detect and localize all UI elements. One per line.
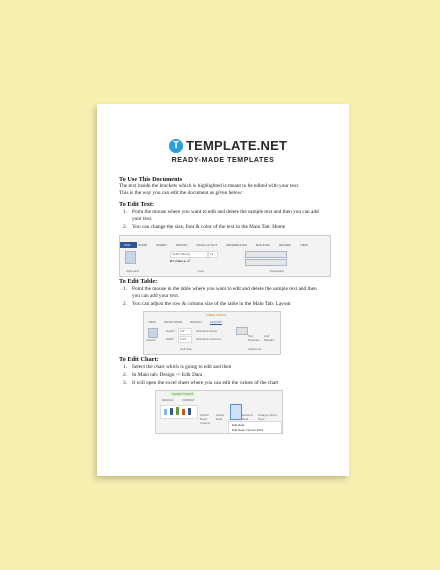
document-page (97, 104, 349, 476)
autofit-icon (148, 328, 158, 338)
file-tab-label: FILE (124, 243, 131, 247)
change-chart-type: Change Chart Type (258, 413, 277, 421)
align-grid-icon (236, 327, 248, 335)
format-buttons: B I U abc x₂ x² (170, 259, 191, 263)
width-input (178, 336, 192, 343)
select-data: Select Data (216, 413, 225, 421)
chart-tools-label: CHART TOOLS (172, 392, 194, 396)
cell-size-group: Cell Size (180, 347, 192, 351)
alignment-group: Alignment (248, 347, 262, 351)
list-item: 2. In Main tab: Design -> Edit Data (123, 372, 203, 378)
group-font: Font (198, 269, 205, 273)
font-box (170, 251, 208, 258)
text-direction: Text Direction (248, 334, 260, 342)
table-ribbon-screenshot (143, 311, 281, 355)
tab-developer: DEVELOPER (164, 320, 183, 324)
edit-data-menu (228, 421, 282, 434)
tab-view: VIEW (148, 320, 156, 324)
width-value: 0.26" (180, 337, 187, 341)
group-clipboard: Clipboard (126, 269, 139, 273)
tab-page-layout: PAGE LAYOUT (196, 243, 218, 247)
logo-text: TEMPLATE.NET (186, 138, 288, 153)
chart-style-bar (182, 409, 185, 415)
word-ribbon-screenshot (119, 235, 331, 277)
tab-design: DESIGN (175, 243, 188, 247)
menu-edit-data: Edit Data (232, 423, 245, 427)
tab-mailings: MAILINGS (255, 243, 271, 247)
list-item: 1. Point the mouse in the table where you want to edit and delete the sample text and then you can add your text. (123, 286, 317, 300)
tab-design: DESIGN (190, 320, 202, 324)
chart-style-bar (188, 408, 191, 415)
width-label: Width (166, 337, 174, 341)
refresh-data: Refresh Data (242, 413, 253, 421)
chart-style-bar (170, 408, 173, 415)
tab-home: HOME (138, 243, 147, 247)
list-item: 2. You can change the size, font & color of the text in the Main Tab: Home (123, 224, 286, 230)
height-value: 0.8" (180, 329, 186, 333)
use-line-2: This is the way you can edit the document as given below: (119, 190, 244, 196)
size-box (208, 251, 218, 258)
tab-format: FORMAT (182, 398, 195, 402)
heading-use: To Use This Documents (119, 176, 183, 183)
group-paragraph: Paragraph (270, 269, 285, 273)
list-item: 2. You can adjust the row & column size of the table in the Main Tab: Layout (123, 301, 291, 307)
subtitle: READY-MADE TEMPLATES (171, 157, 275, 164)
tab-insert: INSERT (156, 243, 167, 247)
edit-data-button (230, 404, 242, 420)
paragraph-icons (245, 251, 287, 258)
height-input (178, 328, 192, 335)
chart-style-bar (164, 409, 167, 415)
distribute-rows: Distribute Rows (196, 329, 218, 333)
ribbon-tabs (138, 242, 330, 248)
list-item: 3. It will open the excel sheet where you can edit the values of the chart (123, 380, 279, 386)
list-item: 1. Point the mouse where you want to edit and delete the sample text and then you can add your text. (123, 209, 319, 223)
chart-style-bar (176, 407, 179, 415)
cell-margins: Cell Margins (264, 334, 275, 342)
size-value: 11 (210, 252, 214, 256)
tab-design: DESIGN (162, 398, 174, 402)
heading-edit-chart: To Edit Chart: (119, 356, 159, 363)
chart-ribbon-screenshot (155, 390, 283, 434)
tab-layout: LAYOUT (210, 320, 222, 324)
height-label: Height (166, 329, 175, 333)
paste-icon (125, 251, 136, 264)
logo (169, 138, 287, 153)
logo-mark-icon: T (169, 139, 183, 153)
distribute-columns: Distribute Columns (196, 337, 222, 341)
autofit-label: AutoFit (146, 338, 156, 342)
heading-edit-table: To Edit Table: (119, 278, 158, 285)
heading-edit-text: To Edit Text: (119, 201, 155, 208)
table-tools-label: TABLE TOOLS (206, 313, 227, 317)
switch-row-column: Switch Row/ Column (200, 413, 211, 425)
font-value: Calibri (Body) (172, 252, 191, 256)
use-line-1: The text inside the brackets which is highlighted is meant to be edited with your text. (119, 183, 300, 189)
list-item: 1. Select the chart which is going to edit and then (123, 364, 232, 370)
alignment-icons (245, 259, 287, 266)
menu-edit-data-excel: Edit Data in Excel 2013 (232, 428, 264, 432)
tab-references: REFERENCES (226, 243, 247, 247)
tab-view: VIEW (299, 243, 308, 247)
tab-review: REVIEW (279, 243, 291, 247)
